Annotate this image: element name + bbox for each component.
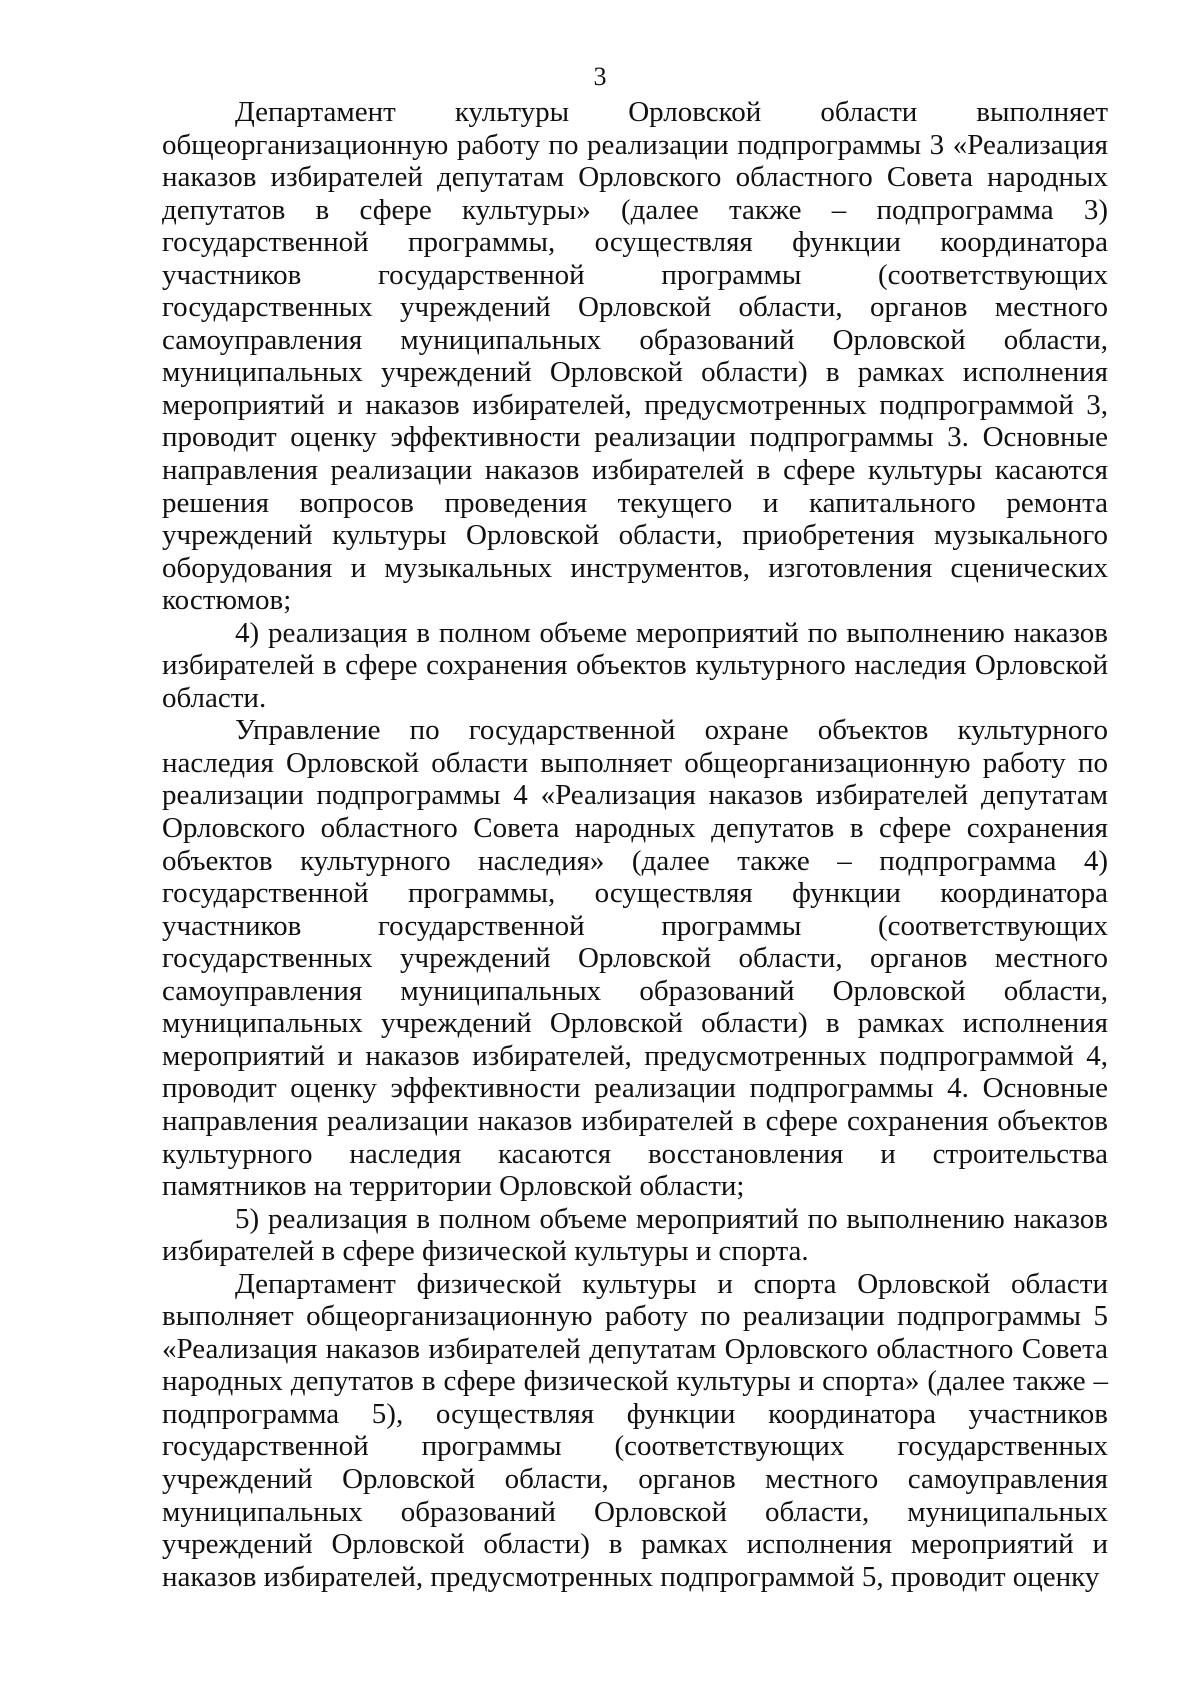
page-number: 3 <box>593 62 607 91</box>
paragraph-heritage-department: Управление по государственной охране объектов культурного наследия Орловской области выполняет общеорганизационную работу по реализации подпрограммы 4 «Реализация наказов избирателей депутатам Орловского областного Совета народных депутатов в сфере сохранения объектов культурного наследия» (далее также – подпрограмма 4) государственной программы, осуществляя функции координатора участников государственной программы (соответствующих государственных учреждений Орловской области, органов местного самоуправления муниципальных образований Орловской области, муниципальных учреждений Орловской области) в рамках исполнения мероприятий и наказов избирателей, предусмотренных подпрограммой 4, проводит оценку эффективности реализации подпрограммы 4. Основные направления реализации наказов избирателей в сфере сохранения объектов культурного наследия касаются восстановления и строительства памятников на территории Орловской области; <box>162 714 1108 1203</box>
paragraph-item-5: 5) реализация в полном объеме мероприятий по выполнению наказов избирателей в сфере физической культуры и спорта. <box>162 1202 1108 1268</box>
paragraph-item-4: 4) реализация в полном объеме мероприятий по выполнению наказов избирателей в сфере сохранения объектов культурного наследия Орловской области. <box>162 616 1108 714</box>
paragraph-sports-department: Департамент физической культуры и спорта Орловской области выполняет общеорганизационную работу по реализации подпрограммы 5 «Реализация наказов избирателей депутатам Орловского областного Совета народных депутатов в сфере физической культуры и спорта» (далее также – подпрограмма 5), осуществляя функции координатора участников государственной программы (соответствующих государственных учреждений Орловской области, органов местного самоуправления муниципальных образований Орловской области, муниципальных учреждений Орловской области) в рамках исполнения мероприятий и наказов избирателей, предусмотренных подпрограммой 5, проводит оценку <box>162 1267 1108 1593</box>
document-body <box>162 96 1108 1593</box>
paragraph-culture-department: Департамент культуры Орловской области выполняет общеорганизационную работу по реализации подпрограммы 3 «Реализация наказов избирателей депутатам Орловского областного Совета народных депутатов в сфере культуры» (далее также – подпрограмма 3) государственной программы, осуществляя функции координатора участников государственной программы (соответствующих государственных учреждений Орловской области, органов местного самоуправления муниципальных образований Орловской области, муниципальных учреждений Орловской области) в рамках исполнения мероприятий и наказов избирателей, предусмотренных подпрограммой 3, проводит оценку эффективности реализации подпрограммы 3. Основные направления реализации наказов избирателей в сфере культуры касаются решения вопросов проведения текущего и капитального ремонта учреждений культуры Орловской области, приобретения музыкального оборудования и музыкальных инструментов, изготовления сценических костюмов; <box>162 96 1108 617</box>
